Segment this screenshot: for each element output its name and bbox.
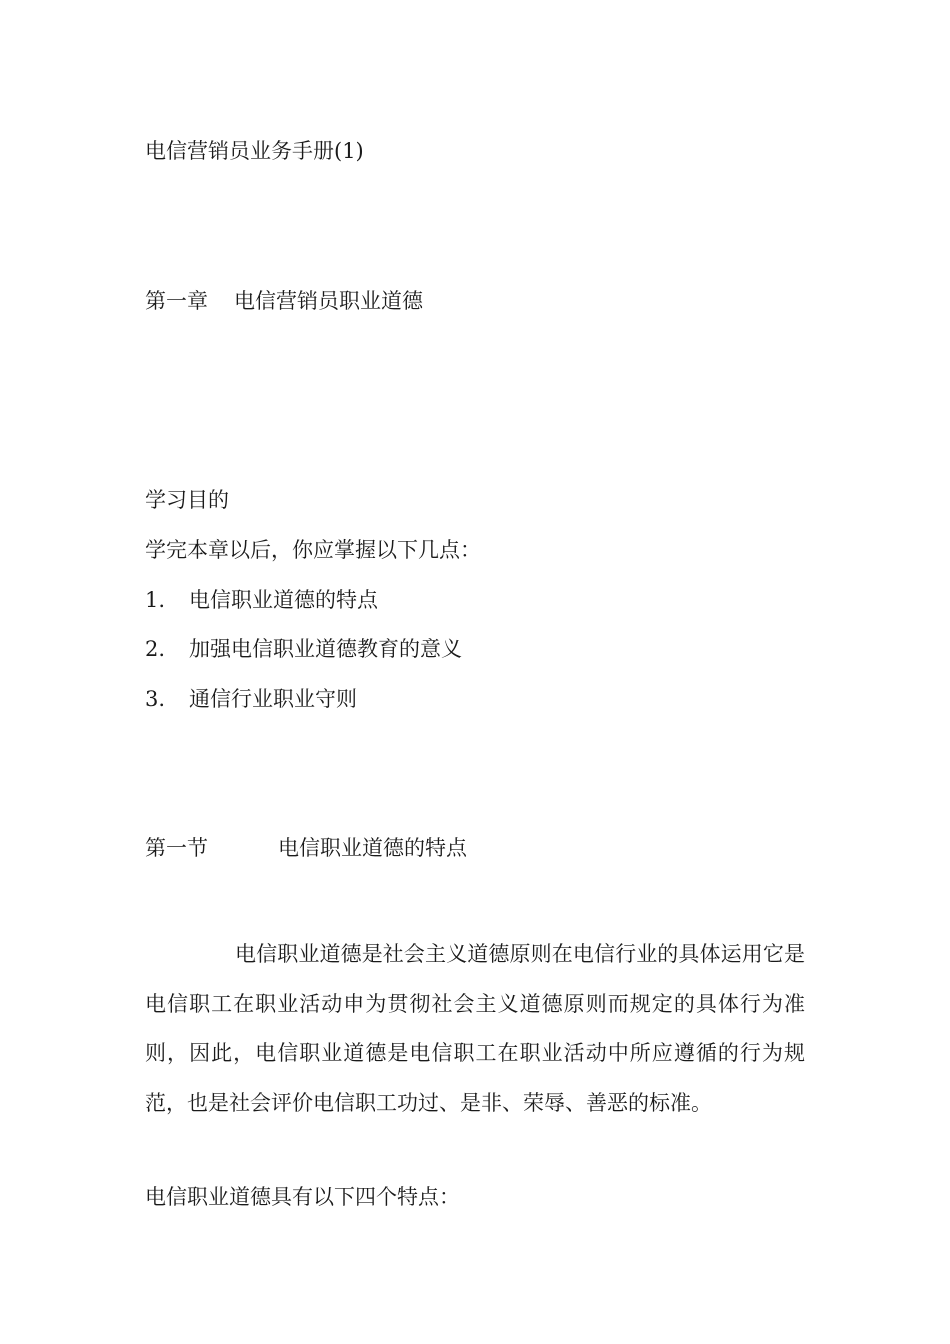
body-paragraph: 电信职业道德是社会主义道德原则在电信行业的具体运用它是电信职工在职业活动申为贯彻社会主义道德原则而规定的具体行为准则，因此，电信职业道德是电信职工在职业活动中所应遵循的行为规范，也是社会评价电信职工功过、是非、荣辱、善恶的标准。 bbox=[145, 942, 805, 1115]
objective-number: 1. bbox=[145, 588, 166, 612]
objective-item bbox=[145, 585, 378, 615]
objectives-heading: 学习目的 bbox=[145, 488, 229, 512]
document-title: 电信营销员业务手册(1) bbox=[145, 139, 364, 163]
objective-number: 3. bbox=[145, 687, 166, 711]
objective-item bbox=[145, 684, 357, 714]
objective-number: 2. bbox=[145, 637, 166, 661]
objective-text: 电信职业道德的特点 bbox=[189, 588, 378, 612]
chapter-heading bbox=[145, 286, 423, 316]
objective-text: 加强电信职业道德教育的意义 bbox=[189, 637, 462, 661]
objective-item bbox=[145, 634, 462, 664]
objective-text: 通信行业职业守则 bbox=[189, 687, 357, 711]
section-label: 第一节 bbox=[145, 836, 208, 860]
chapter-label: 第一章 bbox=[145, 289, 208, 313]
features-intro: 电信职业道德具有以下四个特点： bbox=[145, 1185, 460, 1209]
chapter-title: 电信营销员职业道德 bbox=[234, 289, 423, 313]
section-title: 电信职业道德的特点 bbox=[278, 836, 467, 860]
objectives-intro: 学完本章以后，你应掌握以下几点： bbox=[145, 538, 481, 562]
section-heading bbox=[145, 833, 467, 863]
